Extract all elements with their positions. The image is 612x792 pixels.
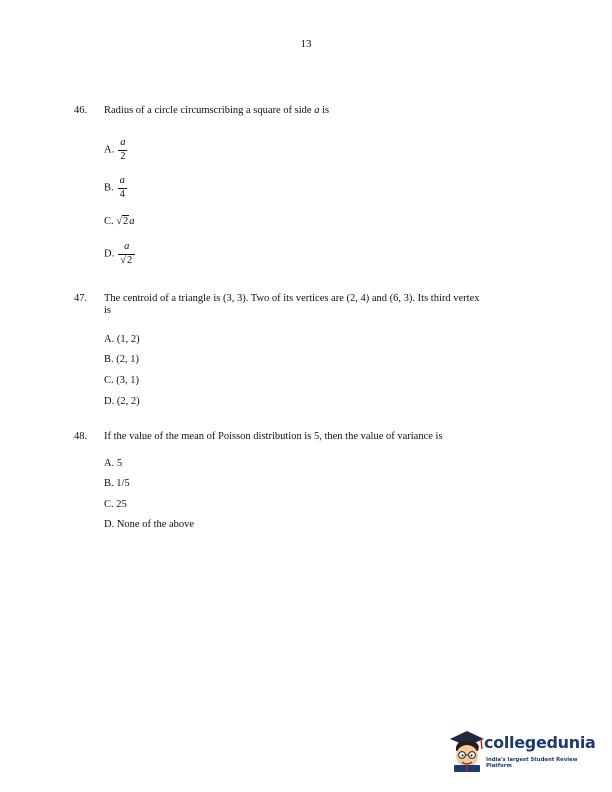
question-48-option-c: C. 25 — [104, 499, 127, 510]
question-46-option-d: D. $\frac{a}{√2}$ — [104, 242, 135, 266]
question-48-text: If the value of the mean of Poisson distribution is 5, then the value of variance is — [104, 431, 443, 442]
collegedunia-logo — [448, 727, 604, 777]
question-47-option-a: A. (1, 2) — [104, 334, 140, 345]
sqrt-expression: √2 — [116, 216, 129, 227]
brand-name: collegedunia — [484, 733, 596, 752]
question-48-option-b: B. 1/5 — [104, 478, 130, 489]
question-47-text-line1: The centroid of a triangle is (3, 3). Two of its vertices are (2, 4) and (6, 3). Its third vertex — [104, 293, 480, 304]
question-47-option-c: C. (3, 1) — [104, 375, 139, 386]
question-47-option-d: D. (2, 2) — [104, 396, 140, 407]
question-46-option-c: C. √2a — [104, 216, 135, 227]
question-46-text: Radius of a circle circumscribing a square of side a is — [104, 105, 330, 116]
question-47-text-line2: is — [104, 305, 112, 316]
question-48-option-d: D. None of the above — [104, 519, 195, 530]
fraction: $\frac{a}{√2}$ — [118, 242, 135, 266]
question-47-option-b: B. (2, 1) — [104, 354, 139, 365]
question-47-number: 47. — [74, 293, 88, 304]
question-46-number: 46. — [74, 105, 88, 116]
page-number: 13 — [300, 38, 312, 50]
fraction: $\frac{a}{2}$ — [120, 137, 126, 162]
mascot-icon — [448, 727, 486, 773]
brand-tagline: India's largest Student Review Platform — [486, 757, 578, 769]
fraction: $\frac{a}{4}$ — [119, 175, 125, 200]
question-46-option-a: A. $\frac{a}{2}$ — [104, 137, 126, 162]
question-46-option-b: B. $\frac{a}{4}$ — [104, 175, 125, 200]
question-48-number: 48. — [74, 431, 88, 442]
question-48-option-a: A. 5 — [104, 458, 123, 469]
